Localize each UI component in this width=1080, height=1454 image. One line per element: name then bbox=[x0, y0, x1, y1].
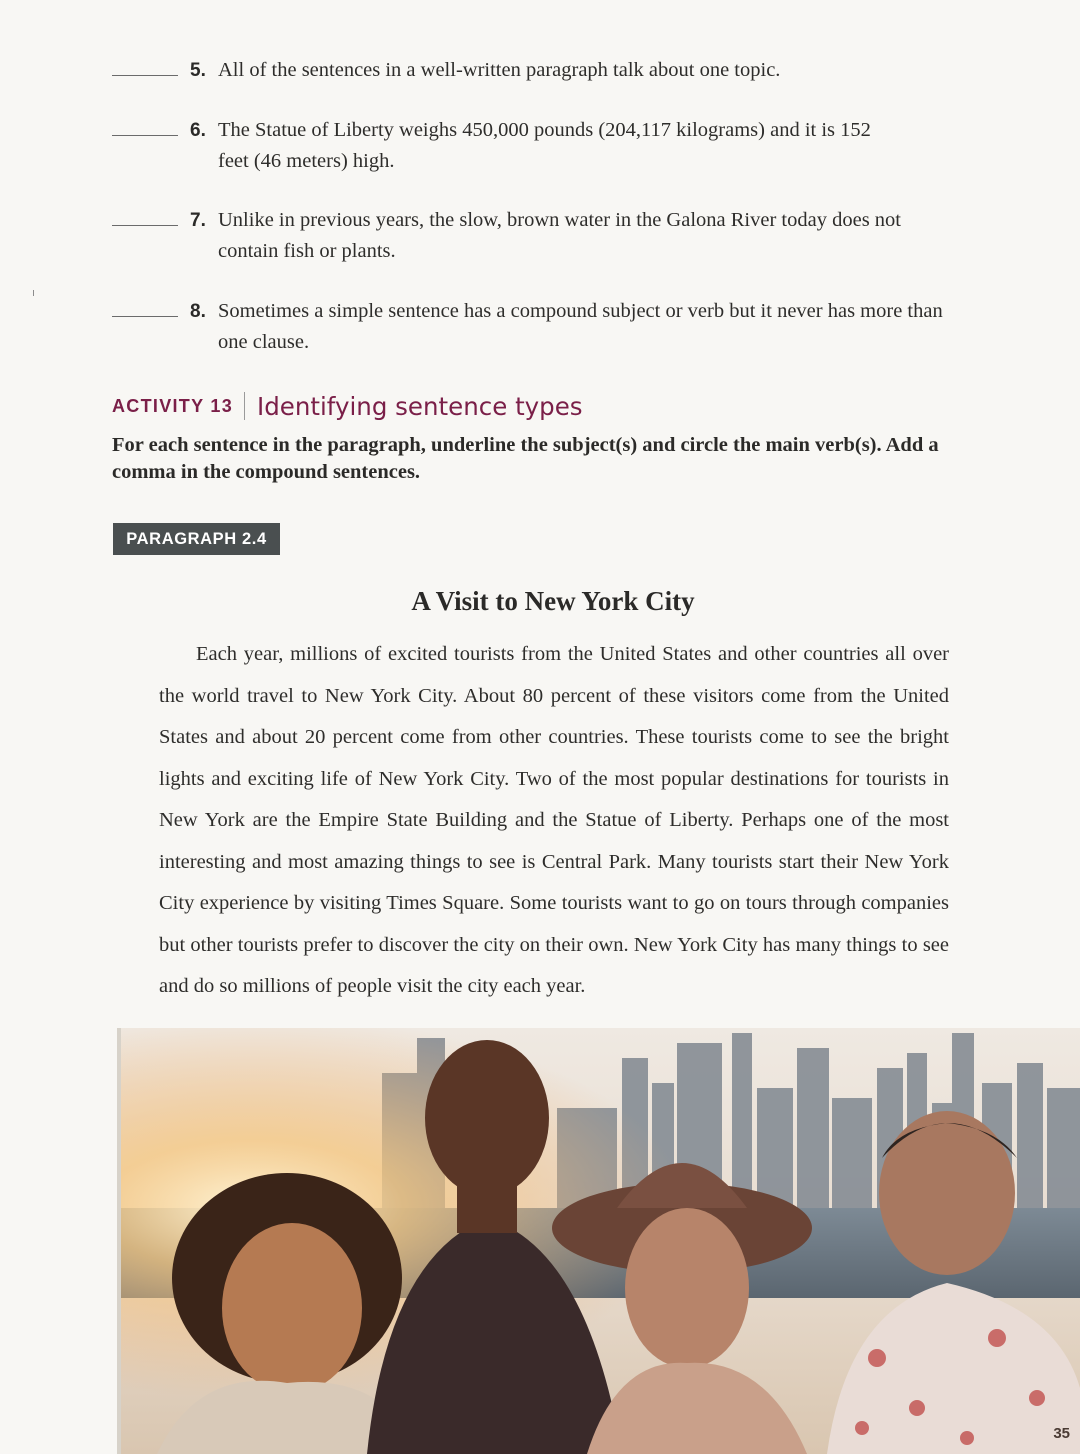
margin-mark bbox=[33, 290, 34, 296]
page-number: 35 bbox=[1053, 1425, 1070, 1442]
activity-header bbox=[112, 388, 972, 424]
paragraph-body: Each year, millions of excited tourists from the United States and other countries all over the world travel to New York City. About 80 percent of these visitors come from the United States and about 20 percent come from other countries. These tourists come to see the bright lights and exciting life of New York City. Two of the most popular destinations for tourists in New York are the Empire State Building and the Statue of Liberty. Perhaps one of the most interesting and most amazing things to see is Central Park. Many tourists start their New York City experience by visiting Times Square. Some tourists want to go on tours through companies but other tourists prefer to discover the city on their own. New York City has many things to see and do so millions of people visit the city each year. bbox=[159, 643, 949, 997]
activity-title: Identifying sentence types bbox=[257, 391, 583, 421]
answer-blank[interactable] bbox=[112, 135, 178, 136]
item-number: 6. bbox=[190, 120, 206, 141]
activity-instructions: For each sentence in the paragraph, underline the subject(s) and circle the main verb(s). Add a comma in the compound sentences. bbox=[112, 434, 939, 483]
item-text: Sometimes a simple sentence has a compound subject or verb but it never has more than one clause. bbox=[218, 300, 943, 353]
item-number: 8. bbox=[190, 301, 206, 322]
photo-friends-nyc-skyline bbox=[117, 1028, 1080, 1454]
item-text: Unlike in previous years, the slow, brown water in the Galona River today does not contain fish or plants. bbox=[218, 209, 901, 262]
item-text: All of the sentences in a well-written paragraph talk about one topic. bbox=[218, 59, 781, 81]
answer-blank[interactable] bbox=[112, 225, 178, 226]
paragraph-title: A Visit to New York City bbox=[411, 586, 695, 616]
item-number: 5. bbox=[190, 60, 206, 81]
paragraph-tag: PARAGRAPH 2.4 bbox=[113, 523, 280, 555]
activity-divider bbox=[244, 392, 245, 420]
activity-label: ACTIVITY 13 bbox=[112, 395, 233, 416]
answer-blank[interactable] bbox=[112, 316, 178, 317]
answer-blank[interactable] bbox=[112, 75, 178, 76]
item-text: The Statue of Liberty weighs 450,000 pounds (204,117 kilograms) and it is 152 feet (46 meters) high. bbox=[218, 119, 871, 172]
item-number: 7. bbox=[190, 210, 206, 231]
